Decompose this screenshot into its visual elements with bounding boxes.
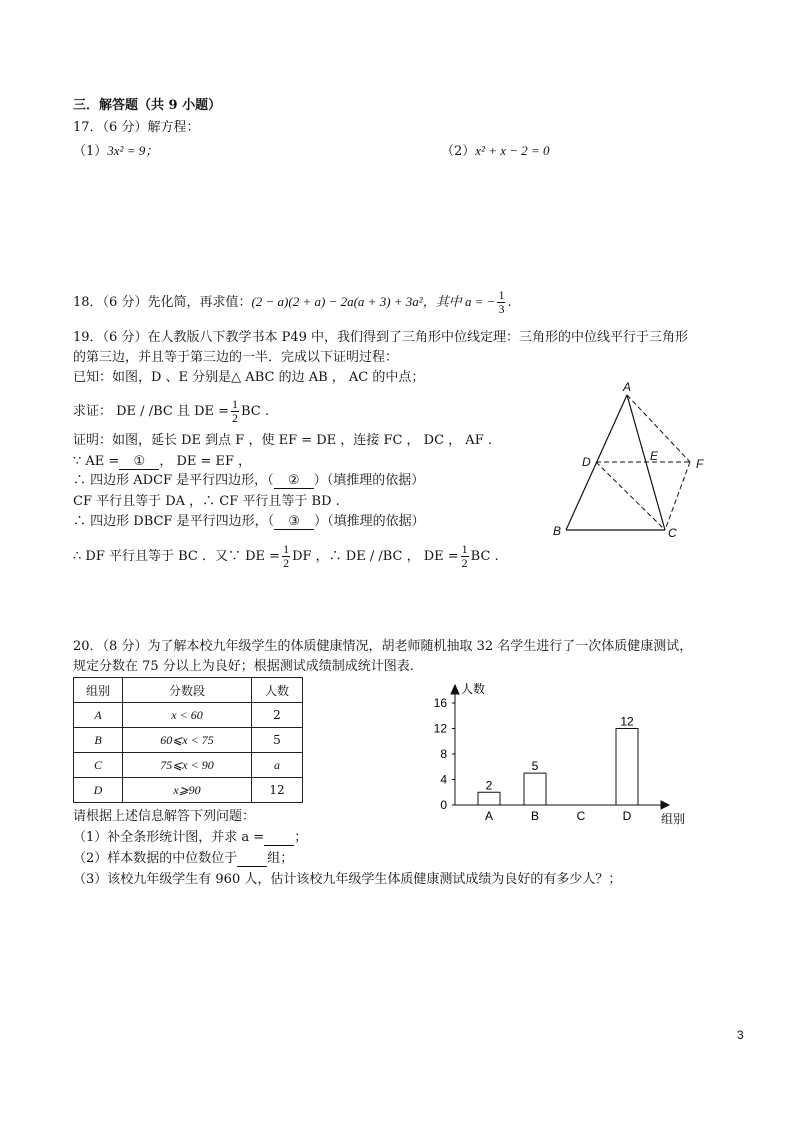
- bar-B: [524, 773, 546, 805]
- x-axis-arrow: [661, 801, 669, 809]
- q17-part2: （2）x² + x − 2 = 0: [441, 143, 550, 159]
- y-axis-arrow: [451, 685, 459, 694]
- q19-proof2: ∵ AE = ① ， DE = EF ，: [73, 454, 252, 469]
- q20-sub3: （3）该校九年级学生有 960 人，估计该校九年级学生体质健康测试成绩为良好的有多少人？；: [73, 872, 622, 887]
- score-table: [73, 677, 303, 803]
- q19-proof4: CF 平行且等于 DA ，∴ CF 平行且等于 BD .: [73, 494, 340, 509]
- q18-line: 18．（6 分）先化简，再求值：(2 − a)(2 + a) − 2a(a + 3) + 3a²，其中 a = − $\frac{1}{3}$ .: [73, 288, 512, 316]
- q17-header: 17．（6 分）解方程：: [73, 120, 200, 135]
- q19-proof5: ∴ 四边形 DBCF 是平行四边形，（ ③ ）（填推理的依据）: [73, 514, 425, 529]
- label-f: F: [696, 457, 704, 471]
- y-tick-label: 16: [433, 696, 447, 710]
- bar-chart: [425, 680, 695, 830]
- q20-line2: 规定分数在 75 分以上为良好；根据测试成绩制成统计图表.: [73, 659, 414, 674]
- label-c: C: [668, 526, 677, 540]
- table-header: 组别: [74, 678, 123, 703]
- q19-prove: 求证： DE / /BC 且 DE = $\frac{1}{2}$ BC .: [73, 397, 270, 425]
- data-label-A: 2: [485, 778, 493, 793]
- page-number: 3: [737, 1028, 744, 1042]
- q18-fraction: $\frac{1}{3}$: [498, 288, 505, 316]
- answer-blank-median[interactable]: [237, 852, 267, 867]
- label-e: E: [650, 449, 659, 463]
- table-row: B 60⩽x < 75 5: [74, 728, 303, 753]
- label-b: B: [553, 524, 562, 538]
- blank-3[interactable]: ③: [274, 515, 314, 530]
- y-tick-label: 4: [440, 772, 447, 787]
- q20-sub2: （2）样本数据的中位数位于 组；: [73, 851, 294, 866]
- q20-sub1: （1）补全条形统计图，并求 a = ；: [73, 830, 308, 845]
- answer-blank-a[interactable]: [264, 831, 294, 846]
- data-label-D: 12: [620, 714, 634, 729]
- y-axis-label: 人数: [461, 682, 486, 696]
- table-header: 分数段: [123, 678, 252, 703]
- blank-2[interactable]: ②: [274, 474, 314, 489]
- triangle-figure: [545, 378, 715, 548]
- segment-dc: [596, 462, 665, 530]
- section-title: 三．解答题（共 9 小题）: [73, 98, 222, 113]
- q17-part1: （1）3x² = 9；: [73, 143, 159, 159]
- x-tick-label: C: [576, 809, 586, 823]
- table-row: D x⩾90 12: [74, 778, 303, 803]
- q19-proof3: ∴ 四边形 ADCF 是平行四边形，（ ② ）（填推理的依据）: [73, 473, 425, 488]
- table-row: A x < 60 2: [74, 703, 303, 728]
- q19-proof1: 证明：如图，延长 DE 到点 F ，使 EF = DE ，连接 FC ， DC ， AF .: [73, 433, 492, 448]
- half-fraction: $\frac{1}{2}$: [232, 397, 239, 425]
- x-tick-label: D: [622, 809, 632, 823]
- bar-A: [478, 792, 500, 805]
- data-label-B: 5: [531, 759, 539, 774]
- q19-line2: 的第三边，并且等于第三边的一半．完成以下证明过程：: [73, 350, 399, 365]
- y-tick-label: 8: [440, 747, 447, 761]
- q19-line1: 19．（6 分）在人教版八下教学书本 P49 中，我们得到了三角形中位线定理：三角形的中位线平行于三角形: [73, 330, 688, 345]
- y-tick-label: 0: [440, 798, 447, 812]
- q20-line1: 20．（8 分）为了解本校九年级学生的体质健康情况，胡老师随机抽取 32 名学生进行了一次体质健康测试，: [73, 639, 693, 654]
- table-header: 人数: [252, 678, 303, 703]
- bar-D: [616, 729, 638, 806]
- table-header-row: [74, 678, 303, 703]
- q19-given: 已知：如图，D 、E 分别是△ ABC 的边 AB ， AC 的中点；: [73, 370, 425, 385]
- blank-1[interactable]: ①: [119, 455, 159, 470]
- q19-proof6: ∴ DF 平行且等于 BC ．又∵ DE = $\frac{1}{2}$ DF ，∴ DE / /BC ， DE = $\frac{1}{2}$ BC .: [73, 542, 499, 570]
- table-row: C 75⩽x < 90 a: [74, 753, 303, 778]
- x-axis-label: 组别: [661, 812, 686, 826]
- q20-instruction: 请根据上述信息解答下列问题：: [73, 809, 256, 824]
- segment-fc: [665, 462, 690, 530]
- label-d: D: [582, 455, 591, 469]
- x-tick-label: A: [484, 809, 494, 823]
- y-tick-label: 12: [433, 721, 447, 736]
- label-a: A: [623, 380, 632, 394]
- x-tick-label: B: [530, 809, 540, 823]
